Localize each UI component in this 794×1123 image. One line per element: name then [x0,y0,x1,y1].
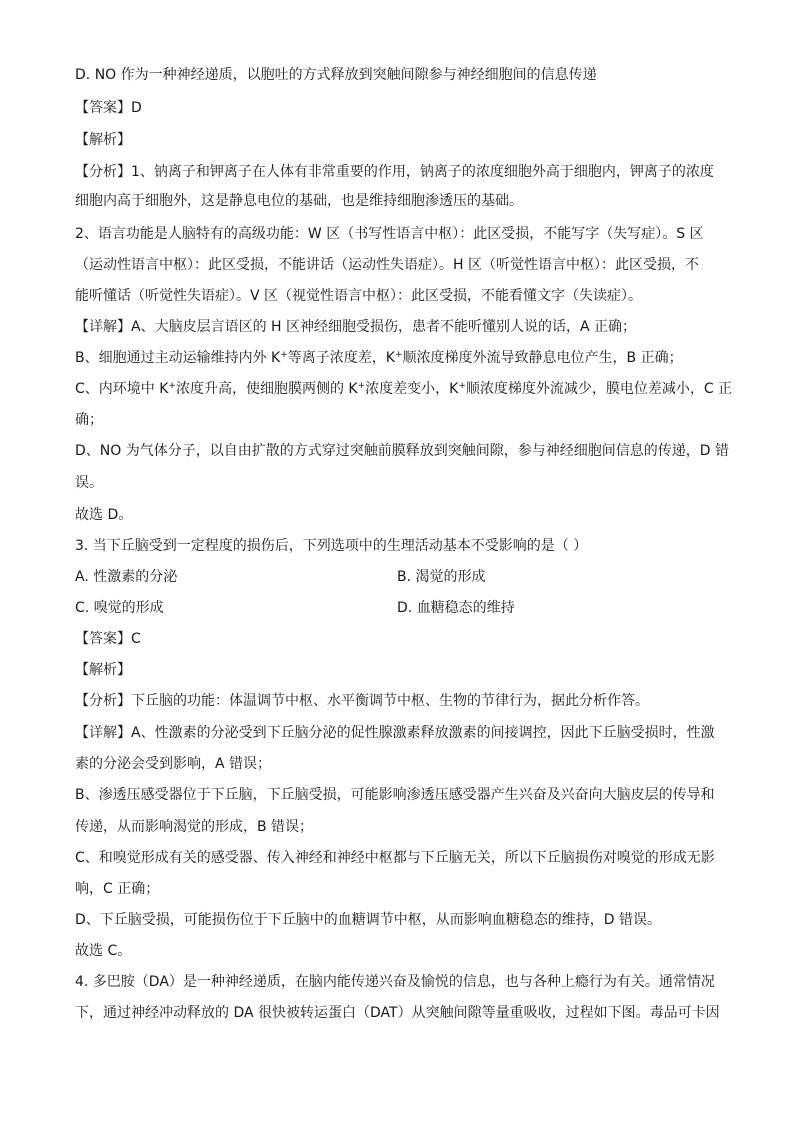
text-line: D、NO 为气体分子，以自由扩散的方式穿过突触前膜释放到突触间隙，参与神经细胞间信息的传递，D 错 [75,443,729,459]
text-line: 细胞内高于细胞外，这是静息电位的基础，也是维持细胞渗透压的基础。 [75,193,523,209]
conclusion-line: 故选 D。 [75,507,133,523]
question-4-stem: 下，通过神经冲动释放的 DA 很快被转运蛋白（DAT）从突触间隙等量重吸收，过程如下图。毒品可卡因 [75,1005,720,1021]
fenxi-line: 【分析】1、钠离子和钾离子在人体有非常重要的作用，钠离子的浓度细胞外高于细胞内，钾离子的浓度 [75,164,714,180]
option-letter: D. [75,67,95,83]
text-line: 误。 [75,475,103,491]
answer-line [75,99,725,117]
option-letter: B. [397,569,416,585]
answer-value: D [131,100,142,116]
q3-option-d[interactable] [397,599,515,617]
detail-line-c: C、内环境中 K+浓度升高，使细胞膜两侧的 K+浓度差变小，K+顺浓度梯度外流减少，膜电位差减小，C 正 [75,381,733,397]
fenxi-label: 【分析】 [75,164,131,180]
option-letter: D. [397,600,417,616]
option-text: 嗅觉的形成 [93,600,164,616]
option-text: 血糖稳态的维持 [416,600,515,616]
option-d-line [75,66,725,84]
q3-option-b[interactable] [397,568,486,586]
analysis-heading: 【解析】 [75,662,131,678]
option-text: 渴觉的形成 [415,569,486,585]
xiangjie-line: 【详解】A、大脑皮层言语区的 H 区神经细胞受损伤，患者不能听懂别人说的话，A 正确； [75,319,637,335]
detail-line-b: B、细胞通过主动运输维持内外 K+等离子浓度差，K+顺浓度梯度外流导致静息电位产生，B 正确； [75,350,683,366]
text-line: 素的分泌会受到影响，A 错误； [75,756,272,772]
xiangjie-label: 【详解】 [75,725,131,741]
question-3-stem: 3. 当下丘脑受到一定程度的损伤后，下列选项中的生理活动基本不受影响的是（ ） [75,538,588,554]
xiangjie-label: 【详解】 [75,319,131,335]
answer-label: 【答案】 [75,631,131,647]
text-line: 能听懂话（听觉性失语症）。V 区（视觉性语言中枢）：此区受损，不能看懂文字（失读症）。 [75,288,643,304]
text-line: 确； [75,412,103,428]
text-line: 响，C 正确； [75,881,160,897]
q3-option-a[interactable] [75,568,177,586]
conclusion-line: 故选 C。 [75,943,132,959]
option-letter: A. [75,569,94,585]
text-line: （运动性语言中枢）：此区受损，不能讲话（运动性失语症）。H 区（听觉性语言中枢）：此区受损，不 [75,257,699,273]
q3-option-c[interactable] [75,599,164,617]
answer-label: 【答案】 [75,100,131,116]
text-line: 2、语言功能是人脑特有的高级功能：W 区（书写性语言中枢）：此区受损，不能写字（失写症）。S 区 [75,226,704,242]
analysis-heading: 【解析】 [75,132,131,148]
answer-line [75,630,725,648]
text-line: B、渗透压感受器位于下丘脑，下丘脑受损，可能影响渗透压感受器产生兴奋及兴奋向大脑皮层的传导和 [75,787,715,803]
option-letter: C. [75,600,94,616]
text-line: C、和嗅觉形成有关的感受器、传入神经和神经中枢都与下丘脑无关，所以下丘脑损伤对嗅觉的形成无影 [75,850,715,866]
question-4-stem: 4. 多巴胺（DA）是一种神经递质，在脑内能传递兴奋及愉悦的信息，也与各种上瘾行为有关。通常情况 [75,974,715,990]
option-text: NO 作为一种神经递质，以胞吐的方式释放到突触间隙参与神经细胞间的信息传递 [94,67,597,83]
text-line: 传递，从而影响渴觉的形成，B 错误； [75,819,314,835]
xiangjie-line: 【详解】A、性激素的分泌受到下丘脑分泌的促性腺激素释放激素的间接调控，因此下丘脑受损时，性激 [75,725,715,741]
answer-value: C [131,631,141,647]
option-text: 性激素的分泌 [93,569,178,585]
fenxi-line: 【分析】下丘脑的功能：体温调节中枢、水平衡调节中枢、生物的节律行为，据此分析作答。 [75,693,649,709]
text-line: D、下丘脑受损，可能损伤位于下丘脑中的血糖调节中枢，从而影响血糖稳态的维持，D 错误。 [75,912,662,928]
fenxi-label: 【分析】 [75,693,131,709]
